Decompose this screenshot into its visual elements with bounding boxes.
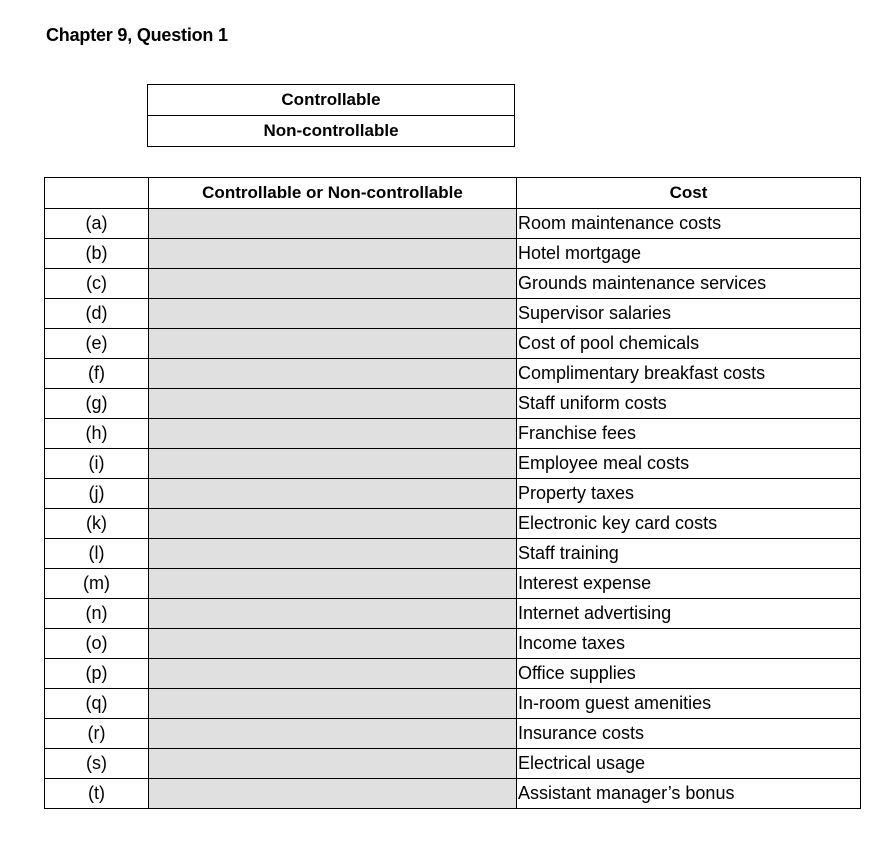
cost-description: Cost of pool chemicals — [517, 329, 861, 359]
legend-option-non-controllable: Non-controllable — [148, 115, 514, 146]
table-row — [45, 359, 861, 389]
cost-description: Electrical usage — [517, 749, 861, 779]
table-row — [45, 569, 861, 599]
cost-description: Grounds maintenance services — [517, 269, 861, 299]
answer-input-cell[interactable] — [149, 209, 517, 239]
row-label: (n) — [45, 599, 149, 629]
table-row — [45, 629, 861, 659]
table-row — [45, 779, 861, 809]
table-row — [45, 419, 861, 449]
answer-input-cell[interactable] — [149, 689, 517, 719]
row-label: (k) — [45, 509, 149, 539]
header-label — [45, 178, 149, 209]
answer-input-cell[interactable] — [149, 269, 517, 299]
row-label: (g) — [45, 389, 149, 419]
row-label: (j) — [45, 479, 149, 509]
row-label: (t) — [45, 779, 149, 809]
cost-description: Property taxes — [517, 479, 861, 509]
row-label: (c) — [45, 269, 149, 299]
table-row — [45, 509, 861, 539]
cost-classification-table — [44, 177, 861, 809]
answer-input-cell[interactable] — [149, 509, 517, 539]
row-label: (b) — [45, 239, 149, 269]
answer-input-cell[interactable] — [149, 329, 517, 359]
answer-input-cell[interactable] — [149, 449, 517, 479]
answer-input-cell[interactable] — [149, 749, 517, 779]
header-cost: Cost — [517, 178, 861, 209]
answer-input-cell[interactable] — [149, 299, 517, 329]
table-row — [45, 599, 861, 629]
cost-description: Office supplies — [517, 659, 861, 689]
cost-description: Franchise fees — [517, 419, 861, 449]
page-title: Chapter 9, Question 1 — [46, 25, 228, 45]
cost-description: Income taxes — [517, 629, 861, 659]
cost-description: In-room guest amenities — [517, 689, 861, 719]
answer-input-cell[interactable] — [149, 479, 517, 509]
cost-description: Hotel mortgage — [517, 239, 861, 269]
answer-input-cell[interactable] — [149, 539, 517, 569]
cost-description: Assistant manager’s bonus — [517, 779, 861, 809]
table-row — [45, 539, 861, 569]
answer-input-cell[interactable] — [149, 779, 517, 809]
cost-description: Insurance costs — [517, 719, 861, 749]
cost-description: Internet advertising — [517, 599, 861, 629]
table-row — [45, 659, 861, 689]
row-label: (f) — [45, 359, 149, 389]
cost-description: Staff uniform costs — [517, 389, 861, 419]
row-label: (h) — [45, 419, 149, 449]
table-row — [45, 449, 861, 479]
row-label: (a) — [45, 209, 149, 239]
table-header-row — [45, 178, 861, 209]
row-label: (o) — [45, 629, 149, 659]
cost-description: Room maintenance costs — [517, 209, 861, 239]
header-classification: Controllable or Non-controllable — [149, 178, 517, 209]
answer-input-cell[interactable] — [149, 569, 517, 599]
table-row — [45, 689, 861, 719]
row-label: (i) — [45, 449, 149, 479]
row-label: (d) — [45, 299, 149, 329]
row-label: (s) — [45, 749, 149, 779]
table-row — [45, 209, 861, 239]
row-label: (l) — [45, 539, 149, 569]
table-row — [45, 299, 861, 329]
row-label: (r) — [45, 719, 149, 749]
cost-description: Supervisor salaries — [517, 299, 861, 329]
answer-options-legend — [147, 84, 515, 147]
table-row — [45, 329, 861, 359]
table-row — [45, 269, 861, 299]
answer-input-cell[interactable] — [149, 719, 517, 749]
answer-input-cell[interactable] — [149, 599, 517, 629]
row-label: (m) — [45, 569, 149, 599]
table-row — [45, 239, 861, 269]
cost-description: Complimentary breakfast costs — [517, 359, 861, 389]
answer-input-cell[interactable] — [149, 419, 517, 449]
cost-description: Staff training — [517, 539, 861, 569]
cost-description: Employee meal costs — [517, 449, 861, 479]
cost-description: Electronic key card costs — [517, 509, 861, 539]
row-label: (q) — [45, 689, 149, 719]
table-row — [45, 479, 861, 509]
cost-description: Interest expense — [517, 569, 861, 599]
table-row — [45, 389, 861, 419]
row-label: (p) — [45, 659, 149, 689]
legend-option-controllable: Controllable — [148, 85, 514, 115]
answer-input-cell[interactable] — [149, 359, 517, 389]
table-row — [45, 749, 861, 779]
table-row — [45, 719, 861, 749]
answer-input-cell[interactable] — [149, 239, 517, 269]
row-label: (e) — [45, 329, 149, 359]
answer-input-cell[interactable] — [149, 389, 517, 419]
answer-input-cell[interactable] — [149, 629, 517, 659]
answer-input-cell[interactable] — [149, 659, 517, 689]
